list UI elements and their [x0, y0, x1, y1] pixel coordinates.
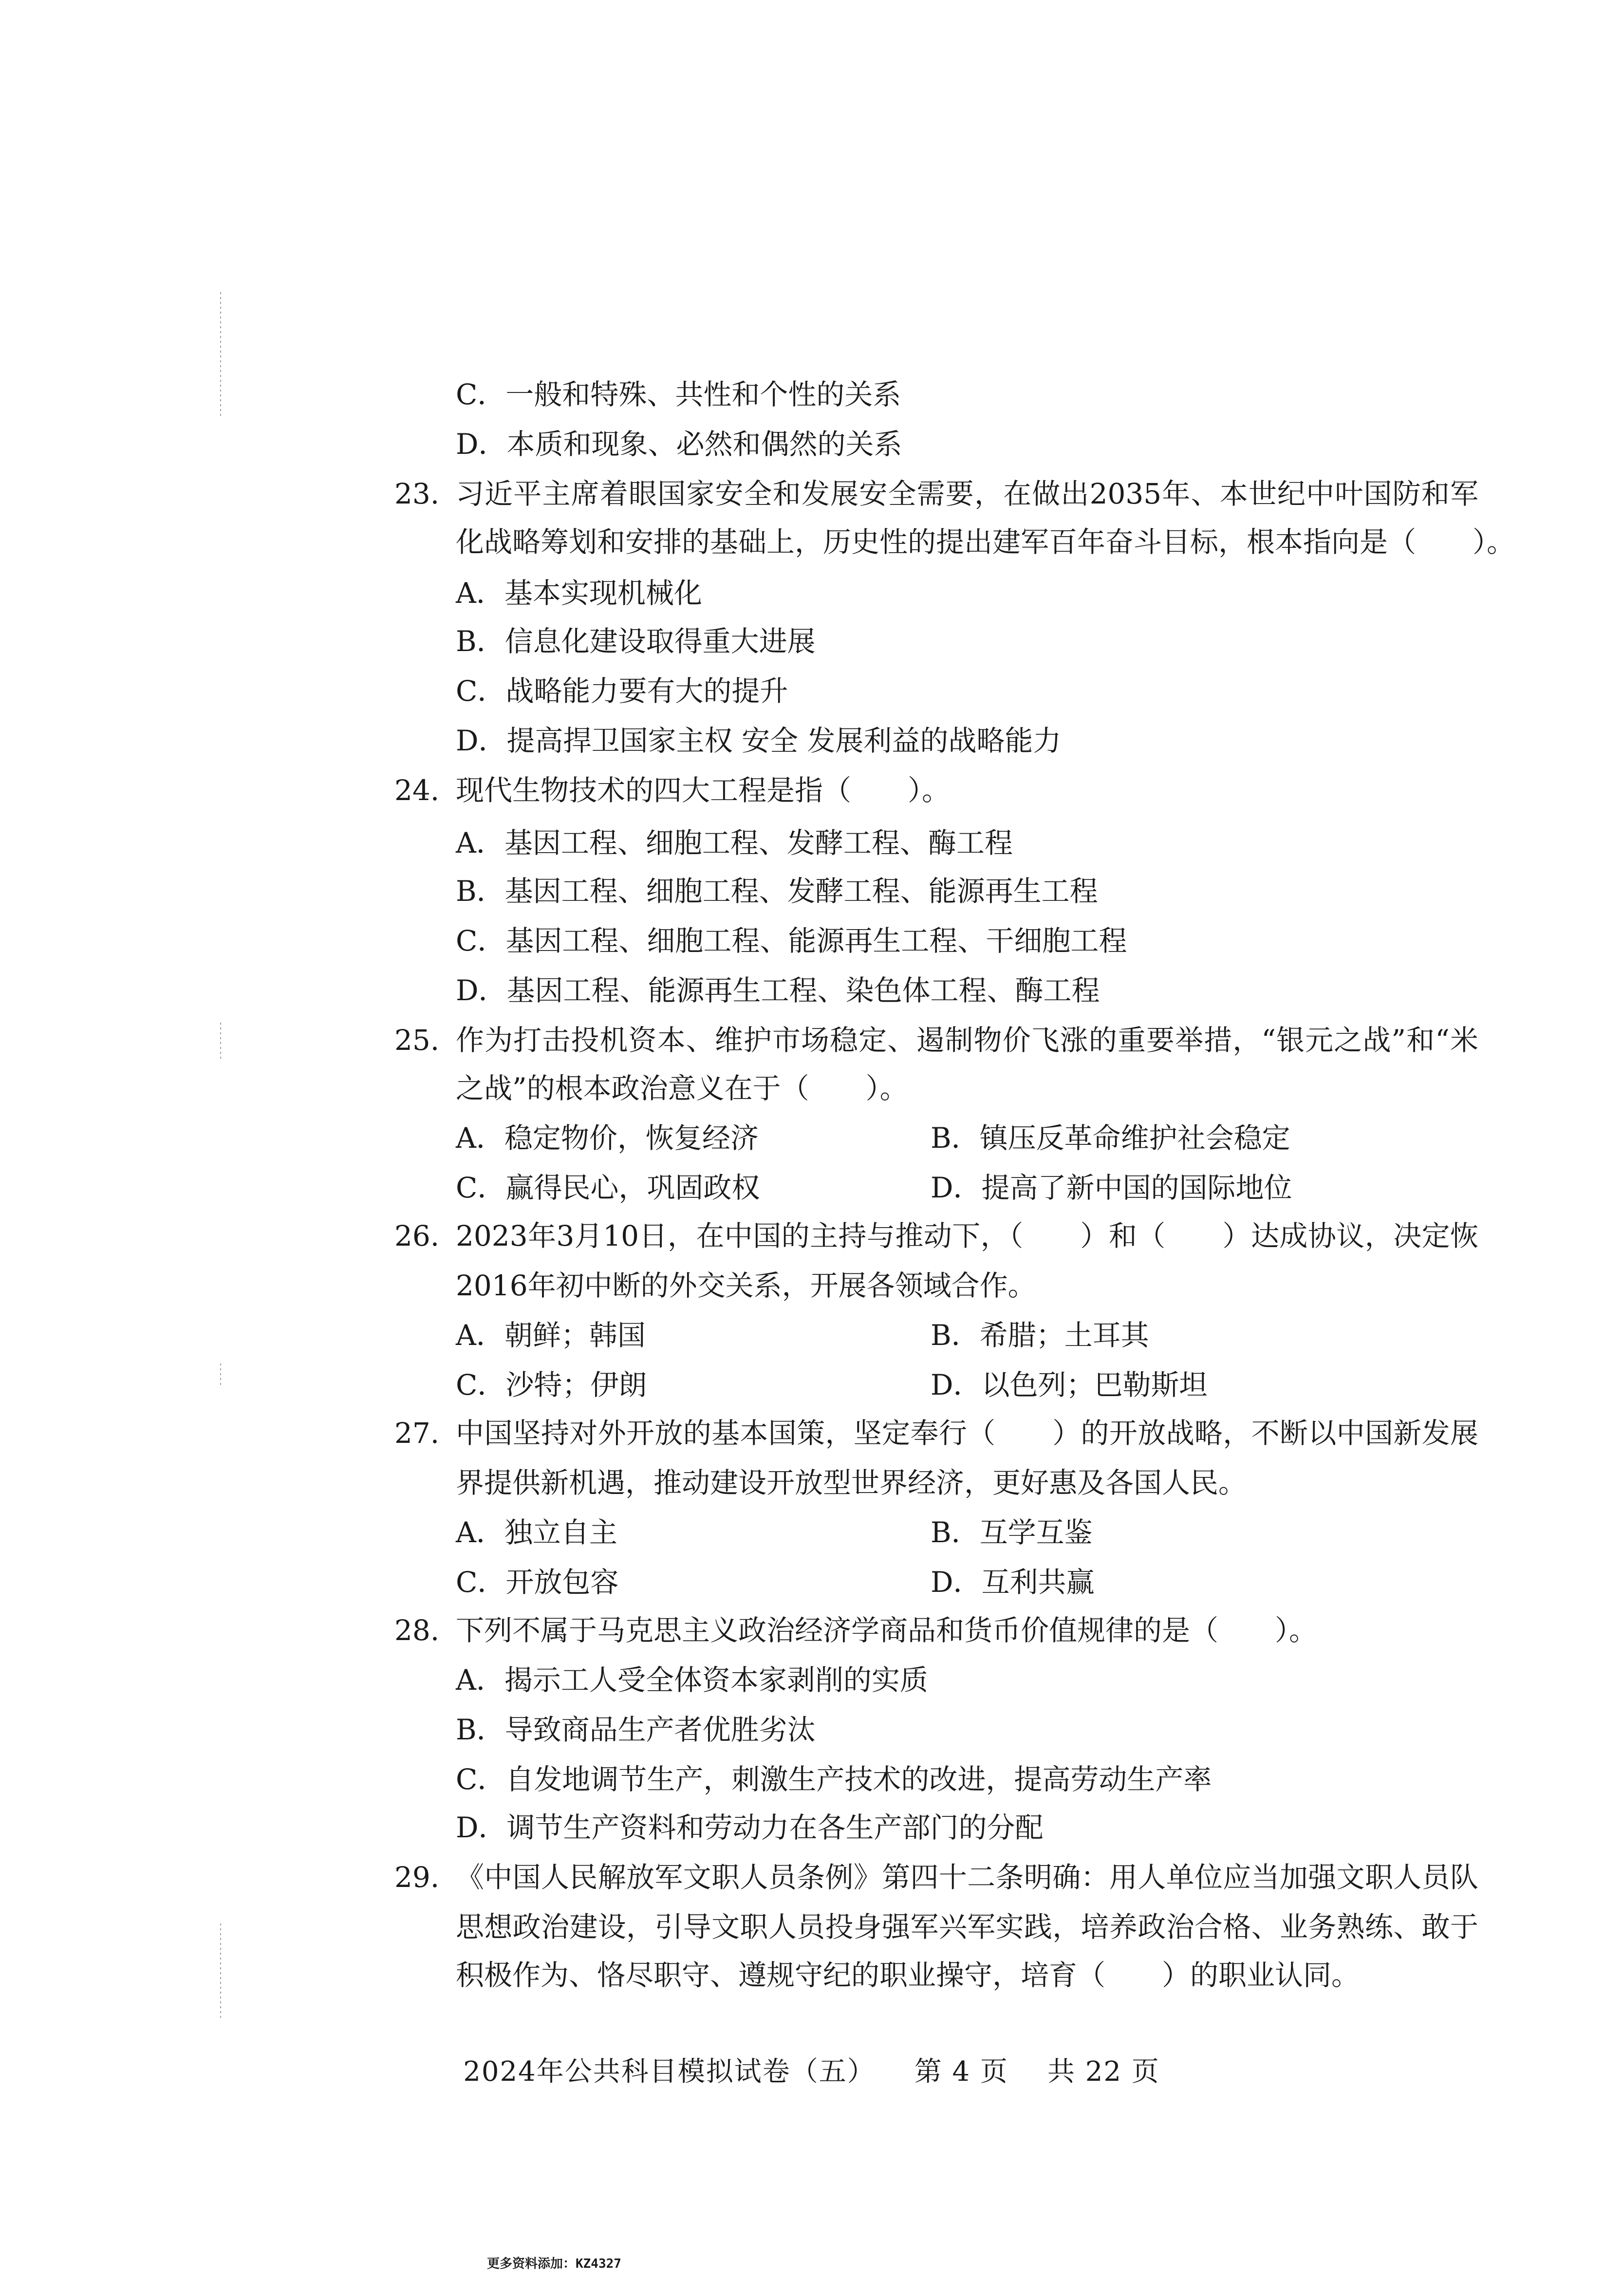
q28-option-b: B．导致商品生产者优胜劣汰: [456, 1713, 816, 1746]
q24-option-c: C．基因工程、细胞工程、能源再生工程、干细胞工程: [456, 924, 1127, 957]
q26-stem-line2: 2016年初中断的外交关系，开展各领域合作。: [456, 1269, 1036, 1302]
q22-option-c: C．一般和特殊、共性和个性的关系: [456, 378, 901, 411]
q24-option-a: A．基因工程、细胞工程、发酵工程、酶工程: [456, 826, 1013, 859]
q29-stem-line1: 《中国人民解放军文职人员条例》第四十二条明确：用人单位应当加强文职人员队: [456, 1861, 1478, 1894]
watermark-text: 更多资料添加：KZ4327: [487, 2257, 621, 2271]
q27-stem-line2: 界提供新机遇，推动建设开放型世界经济，更好惠及各国人民。: [456, 1466, 1247, 1499]
q29-stem-line3: 积极作为、恪尽职守、遵规守纪的职业操守，培育（ ）的职业认同。: [456, 1959, 1360, 1992]
footer-page-total: 共 22 页: [1047, 2056, 1160, 2088]
binding-margin-mark: [220, 1923, 221, 2021]
q24-option-d: D．基因工程、能源再生工程、染色体工程、酶工程: [456, 974, 1100, 1007]
q26-option-a: A．朝鲜；韩国: [456, 1319, 646, 1352]
q26-number: 26.: [394, 1219, 440, 1252]
q23-option-b: B．信息化建设取得重大进展: [456, 625, 816, 658]
q27-option-d: D．互利共赢: [931, 1566, 1095, 1599]
q27-stem-line1: 中国坚持对外开放的基本国策，坚定奉行（ ）的开放战略，不断以中国新发展: [456, 1417, 1478, 1450]
q26-option-c: C．沙特；伊朗: [456, 1368, 647, 1401]
binding-margin-mark: [220, 1363, 221, 1388]
q25-option-a: A．稳定物价，恢复经济: [456, 1121, 759, 1155]
q23-number: 23.: [394, 477, 440, 510]
q27-number: 27.: [394, 1417, 440, 1450]
q25-number: 25.: [394, 1024, 440, 1057]
footer-exam-title: 2024年公共科目模拟试卷（五）: [463, 2056, 876, 2088]
q28-option-c: C．自发地调节生产，刺激生产技术的改进，提高劳动生产率: [456, 1763, 1212, 1796]
q29-number: 29.: [394, 1861, 440, 1894]
q26-stem-line1: 2023年3月10日，在中国的主持与推动下，（ ）和（ ）达成协议，决定恢: [456, 1219, 1478, 1252]
q28-number: 28.: [394, 1614, 440, 1647]
q25-option-c: C．赢得民心，巩固政权: [456, 1171, 760, 1204]
q23-option-c: C．战略能力要有大的提升: [456, 674, 788, 708]
q23-option-d: D．提高捍卫国家主权 安全 发展利益的战略能力: [456, 724, 1062, 757]
q28-option-d: D．调节生产资料和劳动力在各生产部门的分配: [456, 1811, 1044, 1844]
q23-stem-line1: 习近平主席着眼国家安全和发展安全需要，在做出2035年、本世纪中叶国防和军: [456, 477, 1478, 510]
q25-option-b: B．镇压反革命维护社会稳定: [931, 1121, 1290, 1155]
binding-margin-mark: [220, 292, 221, 419]
q22-option-d: D．本质和现象、必然和偶然的关系: [456, 428, 902, 461]
q24-number: 24.: [394, 774, 440, 807]
q28-option-a: A．揭示工人受全体资本家剥削的实质: [456, 1663, 928, 1697]
q25-option-d: D．提高了新中国的国际地位: [931, 1171, 1292, 1204]
footer-page-number: 第 4 页: [914, 2056, 1008, 2088]
q27-option-a: A．独立自主: [456, 1516, 617, 1549]
q24-stem: 现代生物技术的四大工程是指（ ）。: [456, 774, 951, 807]
q26-option-b: B．希腊；土耳其: [931, 1319, 1149, 1352]
page-footer: [0, 2050, 1623, 2089]
q24-option-b: B．基因工程、细胞工程、发酵工程、能源再生工程: [456, 875, 1098, 908]
q27-option-c: C．开放包容: [456, 1566, 619, 1599]
q23-stem-line2: 化战略筹划和安排的基础上，历史性的提出建军百年奋斗目标，根本指向是（ ）。: [456, 525, 1515, 559]
q28-stem: 下列不属于马克思主义政治经济学商品和货币价值规律的是（ ）。: [456, 1614, 1318, 1647]
q26-option-d: D．以色列；巴勒斯坦: [931, 1368, 1208, 1401]
q25-stem-line1: 作为打击投机资本、维护市场稳定、遏制物价飞涨的重要举措，“银元之战”和“米: [456, 1024, 1478, 1057]
q27-option-b: B．互学互鉴: [931, 1516, 1093, 1549]
q29-stem-line2: 思想政治建设，引导文职人员投身强军兴军实践，培养政治合格、业务熟练、敢于: [456, 1910, 1478, 1943]
binding-margin-mark: [220, 1023, 221, 1062]
q23-option-a: A．基本实现机械化: [456, 577, 702, 610]
q25-stem-line2: 之战”的根本政治意义在于（ ）。: [456, 1072, 908, 1105]
